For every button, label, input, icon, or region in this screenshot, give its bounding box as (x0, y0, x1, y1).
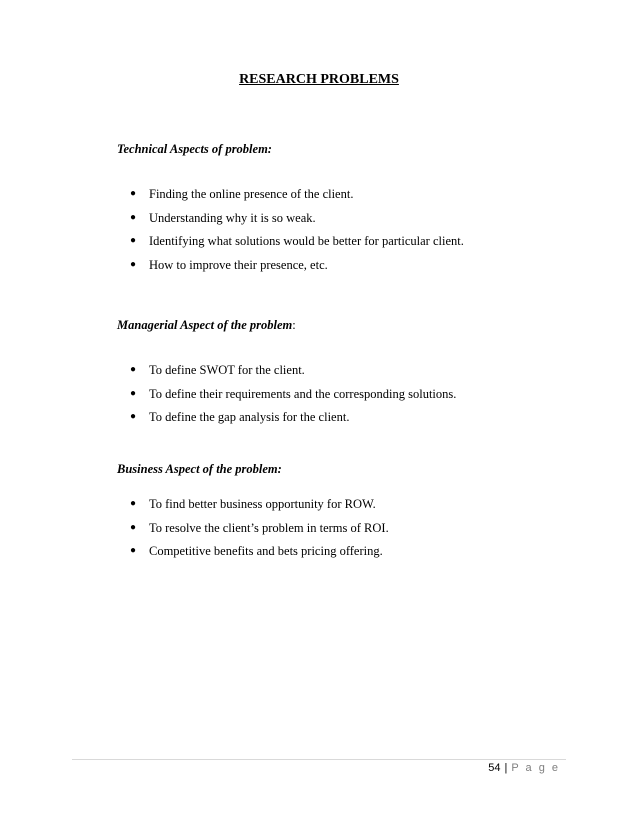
list-item-text: Understanding why it is so weak. (149, 210, 316, 225)
list-item (130, 543, 389, 567)
bullet-icon: ● (130, 498, 137, 509)
page-number: 54 (488, 762, 501, 774)
list-item (130, 233, 464, 257)
section-heading-managerial (117, 318, 296, 333)
list-item-text: Competitive benefits and bets pricing offering. (149, 544, 383, 558)
list-item (130, 362, 456, 386)
managerial-bullet-list (130, 362, 456, 433)
section-heading-business (117, 462, 282, 477)
section-heading-technical (117, 142, 272, 157)
section-heading-text: Technical Aspects of problem: (117, 142, 272, 156)
list-item-text: Identifying what solutions would be better for particular client. (149, 234, 464, 248)
bullet-icon: ● (130, 235, 137, 246)
section-heading-text: Managerial Aspect of the problem (117, 318, 293, 332)
list-item-text: To define their requirements and the corresponding solutions. (149, 386, 457, 401)
list-item-text: To find better business opportunity for ROW. (149, 497, 376, 511)
list-item (130, 409, 456, 433)
bullet-icon: ● (130, 521, 137, 533)
bullet-icon: ● (130, 188, 137, 199)
list-item (130, 210, 464, 234)
list-item (130, 186, 464, 210)
list-item (130, 520, 389, 544)
bullet-icon: ● (130, 211, 137, 223)
technical-bullet-list (130, 186, 464, 280)
footer-divider (72, 759, 566, 760)
list-item-text: How to improve their presence, etc. (149, 257, 328, 272)
list-item (130, 496, 389, 520)
section-heading-text: Business Aspect of the problem: (117, 462, 282, 476)
bullet-icon: ● (130, 387, 137, 399)
page-title: RESEARCH PROBLEMS (239, 72, 399, 87)
list-item-text: Finding the online presence of the client. (149, 187, 354, 201)
business-bullet-list (130, 496, 389, 567)
list-item (130, 257, 464, 281)
list-item-text: To define SWOT for the client. (149, 363, 305, 377)
footer-separator: | (504, 762, 508, 774)
list-item (130, 386, 456, 410)
page-footer (488, 762, 560, 774)
list-item-text: To define the gap analysis for the client. (149, 410, 350, 424)
bullet-icon: ● (130, 364, 137, 375)
bullet-icon: ● (130, 545, 137, 556)
list-item-text: To resolve the client’s problem in terms of ROI. (149, 520, 389, 535)
bullet-icon: ● (130, 411, 137, 422)
page-label: P a g e (511, 762, 560, 774)
section-heading-tail: : (292, 318, 296, 332)
bullet-icon: ● (130, 258, 137, 270)
